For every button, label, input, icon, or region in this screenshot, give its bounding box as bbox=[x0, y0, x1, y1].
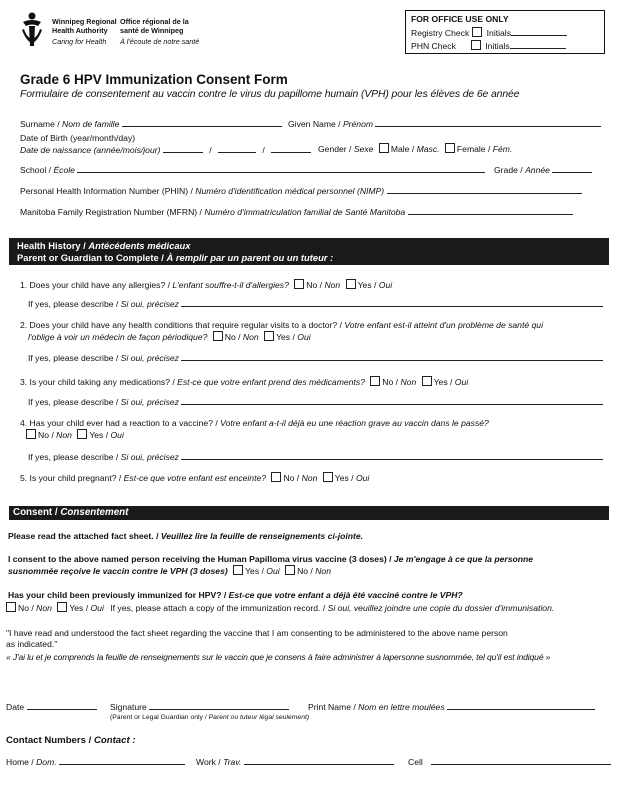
consent-statement-cont bbox=[8, 565, 331, 576]
question-5 bbox=[20, 472, 369, 483]
q5-yes-label-fr: Oui bbox=[355, 473, 370, 483]
dob-slash-1: / bbox=[209, 145, 212, 155]
org-name-fr bbox=[120, 17, 199, 46]
school-field[interactable] bbox=[77, 163, 485, 173]
q5-no-checkbox[interactable] bbox=[271, 472, 281, 482]
guardian-note bbox=[110, 714, 309, 721]
consent-yes-checkbox[interactable] bbox=[233, 565, 243, 575]
q1-text-fr: L'enfant souffre-t-il d'allergies? bbox=[172, 280, 289, 290]
q4-no-checkbox[interactable] bbox=[26, 429, 36, 439]
consent-statement-text-fr: Je m'engage à ce que la personne bbox=[393, 554, 534, 564]
q2-yes-label-fr: Oui bbox=[297, 332, 311, 342]
q3-yes-label: Yes / bbox=[433, 377, 455, 387]
print-name-field[interactable] bbox=[447, 700, 595, 710]
mfrn-label-fr: Numéro d'immatriculation familial de Santé Manitoba bbox=[204, 207, 406, 217]
q3-no-checkbox[interactable] bbox=[370, 376, 380, 386]
previous-immunization-options bbox=[6, 602, 554, 613]
consent-statement-text: I consent to the above named person receiving the Human Papilloma virus vaccine (3 doses) / bbox=[8, 554, 394, 564]
q5-text-fr: Est-ce que votre enfant est enceinte? bbox=[123, 473, 267, 483]
print-name-label-fr: Nom en lettre moulées bbox=[358, 702, 445, 712]
date-field[interactable] bbox=[27, 700, 97, 710]
q4-no-label-fr: Non bbox=[56, 430, 72, 440]
q1-yes-label-fr: Oui bbox=[378, 280, 393, 290]
guardian-complete-title: Parent or Guardian to Complete / bbox=[17, 252, 167, 263]
grade-field[interactable] bbox=[552, 163, 592, 173]
contact-heading bbox=[6, 735, 136, 746]
prev-no-label-fr: Non bbox=[36, 603, 52, 613]
q1-text: 1. Does your child have any allergies? / bbox=[20, 280, 173, 290]
health-history-title: Health History / bbox=[17, 240, 89, 251]
mfrn-field[interactable] bbox=[408, 205, 573, 215]
registry-initials-field[interactable] bbox=[511, 26, 567, 36]
q2-no-checkbox[interactable] bbox=[213, 331, 223, 341]
grade-label-fr: Année bbox=[525, 165, 550, 175]
q2-no-label: No / bbox=[224, 332, 243, 342]
q4-no-label: No / bbox=[38, 430, 57, 440]
org-en-tagline: Caring for Health bbox=[52, 37, 107, 46]
date-row bbox=[6, 700, 97, 712]
grade-row bbox=[494, 163, 592, 175]
surname-label: Surname / bbox=[20, 119, 63, 129]
q5-text: 5. Is your child pregnant? / bbox=[20, 473, 124, 483]
org-fr-line1: Office régional de la bbox=[120, 17, 189, 26]
declaration-en-2: as indicated." bbox=[6, 639, 58, 649]
q5-yes-label: Yes / bbox=[334, 473, 356, 483]
prev-no-label: No / bbox=[18, 603, 37, 613]
q1-yes-checkbox[interactable] bbox=[346, 279, 356, 289]
guardian-note-text-fr: Parent ou tuteur légal seulement) bbox=[208, 714, 310, 721]
question-2-cont bbox=[28, 331, 311, 342]
mfrn-row bbox=[20, 205, 573, 217]
q2-describe-row bbox=[28, 351, 603, 363]
q4-text: 4. Has your child ever had a reaction to a vaccine? / bbox=[20, 418, 221, 428]
given-name-label-fr: Prénom bbox=[342, 119, 374, 129]
dob-year-field[interactable] bbox=[163, 143, 203, 153]
read-fact-sheet-text: Please read the attached fact sheet. / bbox=[8, 531, 161, 541]
declaration-en-1: "I have read and understood the fact sheet regarding the vaccine that I am consenting to be administered to the above name person bbox=[6, 628, 508, 638]
org-fr-tagline: À l'écoute de notre santé bbox=[120, 37, 200, 46]
wrha-logo-icon bbox=[20, 12, 44, 48]
attach-record-text: If yes, please attach a copy of the immunization record. / bbox=[110, 603, 328, 613]
q2-text-fr: Votre enfant est-il atteint d'un problème de santé qui bbox=[344, 320, 543, 330]
read-fact-sheet-text-fr: Veuillez lire la feuille de renseignements ci-jointe. bbox=[160, 531, 364, 541]
q3-describe-field[interactable] bbox=[181, 395, 603, 405]
female-checkbox[interactable] bbox=[445, 143, 455, 153]
guardian-complete-heading bbox=[17, 252, 333, 263]
q3-yes-label-fr: Oui bbox=[454, 377, 469, 387]
phn-initials-field[interactable] bbox=[510, 39, 566, 49]
surname-field[interactable] bbox=[122, 117, 282, 127]
form-title-fr: Formulaire de consentement au vaccin contre le virus du papillome humain (VPH) pour les élèves de 6e année bbox=[20, 89, 520, 100]
gender-row bbox=[318, 143, 512, 154]
q2-yes-checkbox[interactable] bbox=[264, 331, 274, 341]
q4-describe-field[interactable] bbox=[181, 450, 603, 460]
contact-title-fr: Contact : bbox=[93, 735, 136, 746]
consent-title-fr: Consentement bbox=[60, 507, 129, 518]
q2-text-fr-2: l'oblige à voir un médecin de façon périodique? bbox=[28, 332, 208, 342]
form-title-en: Grade 6 HPV Immunization Consent Form bbox=[20, 72, 288, 87]
declaration-fr: « J'ai lu et je comprends la feuille de renseignements sur le vaccin que je consens à faire administrer à lapersonne susnommée, tel qu'il est indiqué » bbox=[6, 652, 551, 662]
surname-row bbox=[20, 117, 282, 129]
signature-field[interactable] bbox=[149, 700, 289, 710]
work-phone-field[interactable] bbox=[244, 755, 394, 765]
gender-label-fr: Sexe bbox=[353, 144, 374, 154]
consent-no-checkbox[interactable] bbox=[285, 565, 295, 575]
home-label: Home / bbox=[6, 757, 37, 767]
question-4 bbox=[20, 418, 489, 428]
consent-statement bbox=[8, 554, 533, 564]
previous-immunization-text-fr: Est-ce que votre enfant a déjà été vacciné contre le VPH? bbox=[228, 590, 463, 600]
q2-describe-label: If yes, please describe / bbox=[28, 353, 121, 363]
prev-yes-label: Yes / bbox=[69, 603, 91, 613]
print-name-label: Print Name / bbox=[308, 702, 359, 712]
consent-statement-text-fr-2: susnommée reçoive le vaccin contre le VPH (3 doses) bbox=[8, 566, 228, 576]
q5-no-label-fr: Non bbox=[301, 473, 318, 483]
dob-label-fr: Date de naissance (année/mois/jour) bbox=[20, 145, 161, 155]
q2-yes-label: Yes / bbox=[276, 332, 298, 342]
q1-describe-label: If yes, please describe / bbox=[28, 299, 121, 309]
consent-yes-label: Yes / bbox=[245, 566, 267, 576]
dob-day-field[interactable] bbox=[271, 143, 311, 153]
cell-row bbox=[408, 755, 611, 767]
org-name-en bbox=[52, 17, 117, 46]
phn-initials-label: Initials bbox=[485, 41, 510, 51]
question-3 bbox=[20, 376, 468, 387]
signature-row bbox=[110, 700, 289, 712]
q4-text-fr: Votre enfant a-t-il déjà eu une réaction grave au vaccin dans le passé? bbox=[220, 418, 489, 428]
previous-immunization-text: Has your child been previously immunized for HPV? / bbox=[8, 590, 229, 600]
registry-row bbox=[411, 26, 599, 39]
q4-yes-label: Yes / bbox=[89, 430, 111, 440]
q4-yes-checkbox[interactable] bbox=[77, 429, 87, 439]
q5-no-label: No / bbox=[283, 473, 302, 483]
q4-describe-label-fr: Si oui, précisez bbox=[120, 452, 179, 462]
question-2 bbox=[20, 320, 543, 330]
consent-no-label-fr: Non bbox=[315, 566, 331, 576]
q3-describe-label-fr: Si oui, précisez bbox=[120, 397, 179, 407]
cell-label: Cell bbox=[408, 757, 423, 767]
q3-no-label: No / bbox=[382, 377, 401, 387]
org-en-line2: Health Authority bbox=[52, 26, 108, 35]
male-label-fr: Masc. bbox=[416, 144, 440, 154]
q1-describe-label-fr: Si oui, précisez bbox=[120, 299, 179, 309]
contact-title: Contact Numbers / bbox=[6, 735, 94, 746]
org-fr-line2: santé de Winnipeg bbox=[120, 26, 184, 35]
q4-describe-label: If yes, please describe / bbox=[28, 452, 121, 462]
consent-title: Consent / bbox=[13, 507, 61, 518]
school-label-fr: École bbox=[53, 165, 75, 175]
work-row bbox=[196, 755, 394, 767]
office-use-title: FOR OFFICE USE ONLY bbox=[411, 14, 509, 24]
question-1 bbox=[20, 279, 392, 290]
dob-row bbox=[20, 143, 311, 155]
phin-field[interactable] bbox=[387, 184, 582, 194]
phin-label-fr: Numéro d'identification médical personnel (NIMP) bbox=[195, 186, 385, 196]
q2-describe-field[interactable] bbox=[181, 351, 603, 361]
guardian-complete-title-fr: À remplir par un parent ou un tuteur : bbox=[166, 252, 334, 263]
q1-no-label: No / bbox=[306, 280, 325, 290]
registry-checkbox[interactable] bbox=[472, 27, 482, 37]
q2-no-label-fr: Non bbox=[242, 332, 259, 342]
prev-yes-checkbox[interactable] bbox=[57, 602, 67, 612]
school-row bbox=[20, 163, 485, 175]
gender-label: Gender / bbox=[318, 144, 354, 154]
q3-text: 3. Is your child taking any medications? / bbox=[20, 377, 178, 387]
male-checkbox[interactable] bbox=[379, 143, 389, 153]
health-history-heading bbox=[17, 240, 191, 251]
read-fact-sheet bbox=[8, 531, 363, 541]
male-label: Male / bbox=[390, 144, 417, 154]
q3-yes-checkbox[interactable] bbox=[422, 376, 432, 386]
q4-describe-row bbox=[28, 450, 603, 462]
attach-record-text-fr: Si oui, veuillez joindre une copie du dossier d'immunisation. bbox=[327, 603, 555, 613]
prev-yes-label-fr: Oui bbox=[90, 603, 104, 613]
cell-phone-field[interactable] bbox=[431, 755, 611, 765]
consent-heading bbox=[13, 507, 128, 518]
prev-no-checkbox[interactable] bbox=[6, 602, 16, 612]
q1-describe-field[interactable] bbox=[181, 297, 603, 307]
q1-describe-row bbox=[28, 297, 603, 309]
q4-yes-label-fr: Oui bbox=[110, 430, 124, 440]
home-row bbox=[6, 755, 185, 767]
given-name-row bbox=[288, 117, 601, 129]
health-history-bar bbox=[9, 238, 609, 265]
registry-initials-label: Initials bbox=[486, 28, 512, 38]
date-label: Date bbox=[6, 702, 25, 712]
phn-row bbox=[411, 39, 599, 52]
q5-yes-checkbox[interactable] bbox=[323, 472, 333, 482]
work-label-fr: Trav. bbox=[223, 757, 242, 767]
phin-row bbox=[20, 184, 582, 196]
previous-immunization bbox=[8, 590, 463, 600]
consent-bar bbox=[9, 506, 609, 520]
print-name-row bbox=[308, 700, 595, 712]
office-use-box bbox=[405, 10, 605, 54]
home-phone-field[interactable] bbox=[59, 755, 185, 765]
question-4-options bbox=[26, 429, 124, 440]
q3-describe-label: If yes, please describe / bbox=[28, 397, 121, 407]
q1-yes-label: Yes / bbox=[357, 280, 379, 290]
given-name-label: Given Name / bbox=[288, 119, 343, 129]
dob-month-field[interactable] bbox=[218, 143, 256, 153]
registry-label: Registry Check bbox=[411, 28, 470, 38]
signature-label: Signature bbox=[110, 702, 147, 712]
grade-label: Grade / bbox=[494, 165, 526, 175]
q2-describe-label-fr: Si oui, précisez bbox=[120, 353, 179, 363]
q1-no-label-fr: Non bbox=[324, 280, 341, 290]
work-label: Work / bbox=[196, 757, 224, 767]
home-label-fr: Dom. bbox=[36, 757, 57, 767]
q3-no-label-fr: Non bbox=[400, 377, 417, 387]
org-en-line1: Winnipeg Regional bbox=[52, 17, 117, 26]
consent-yes-label-fr: Oui bbox=[266, 566, 280, 576]
guardian-note-text: (Parent or Legal Guardian only / bbox=[110, 714, 209, 721]
dob-slash-2: / bbox=[262, 145, 265, 155]
q2-text: 2. Does your child have any health conditions that require regular visits to a doctor? / bbox=[20, 320, 345, 330]
school-label: School / bbox=[20, 165, 54, 175]
q3-text-fr: Est-ce que votre enfant prend des médicaments? bbox=[177, 377, 365, 387]
surname-label-fr: Nom de famille bbox=[62, 119, 120, 129]
phn-checkbox[interactable] bbox=[471, 40, 481, 50]
phin-label: Personal Health Information Number (PHIN) / bbox=[20, 186, 196, 196]
consent-no-label: No / bbox=[297, 566, 316, 576]
female-label-fr: Fém. bbox=[492, 144, 513, 154]
female-label: Female / bbox=[456, 144, 493, 154]
q3-describe-row bbox=[28, 395, 603, 407]
health-history-title-fr: Antécédents médicaux bbox=[88, 240, 191, 251]
q1-no-checkbox[interactable] bbox=[294, 279, 304, 289]
mfrn-label: Manitoba Family Registration Number (MFRN) / bbox=[20, 207, 205, 217]
phn-label: PHN Check bbox=[411, 41, 456, 51]
given-name-field[interactable] bbox=[375, 117, 601, 127]
dob-label: Date of Birth (year/month/day) bbox=[20, 133, 136, 143]
